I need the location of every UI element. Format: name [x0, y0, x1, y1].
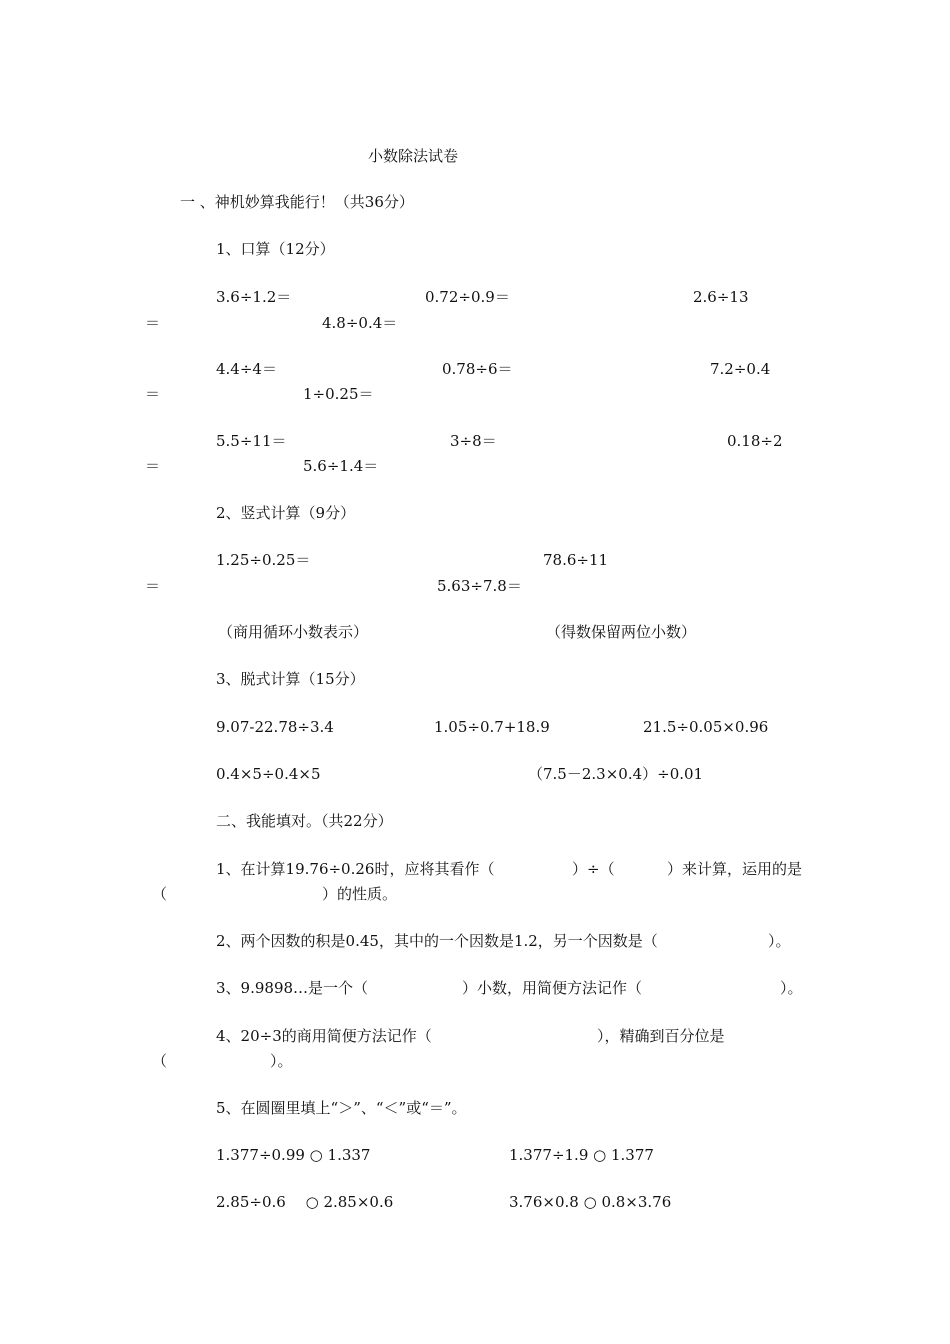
question-4-text: 4、20÷3的商用简便方法记作（: [216, 1027, 432, 1045]
question-1-text: 1、在计算19.76÷0.26时，应将其看作（: [216, 860, 495, 878]
instruction-note: （商用循环小数表示）: [218, 623, 369, 641]
oral-item: 1÷0.25＝: [303, 385, 374, 403]
oral-item: 0.78÷6＝: [442, 360, 513, 378]
equals-sign: ＝: [145, 457, 161, 475]
instruction-note: （得数保留两位小数）: [546, 623, 697, 641]
equals-sign: ＝: [145, 577, 161, 595]
page-title: 小数除法试卷: [368, 147, 459, 165]
vertical-item: 78.6÷11: [543, 551, 609, 569]
question-1-text: （: [152, 885, 168, 903]
question-4-text: （: [152, 1052, 168, 1070]
question-1-text: ）的性质。: [322, 885, 398, 903]
stepwise-item: 9.07-22.78÷3.4: [216, 718, 334, 736]
oral-item: 3.6÷1.2＝: [216, 288, 292, 306]
oral-item: 0.18÷2: [727, 432, 783, 450]
question-2-text: ）。: [768, 932, 791, 950]
oral-item: 4.4÷4＝: [216, 360, 277, 378]
section2-heading: 二、我能填对。（共22分）: [216, 812, 393, 830]
compare-item: 3.76×0.8 ○ 0.8×3.76: [509, 1193, 672, 1211]
oral-item: 0.72÷0.9＝: [425, 288, 510, 306]
question-4-text: ），精确到百分位是: [597, 1027, 725, 1045]
question-4-text: ）。: [270, 1052, 293, 1070]
compare-item: 1.377÷1.9 ○ 1.377: [509, 1146, 654, 1164]
question-5-heading: 5、在圆圈里填上“＞”、“＜”或“＝”。: [216, 1099, 467, 1117]
oral-item: 2.6÷13: [693, 288, 749, 306]
stepwise-item: 0.4×5÷0.4×5: [216, 765, 321, 783]
question-1-text: ）来计算，运用的是: [667, 860, 803, 878]
part2-heading: 2、竖式计算（9分）: [216, 504, 356, 522]
stepwise-item: （7.5－2.3×0.4）÷0.01: [528, 765, 704, 783]
section1-heading: 一 、神机妙算我能行！（共36分）: [180, 193, 414, 211]
oral-item: 5.6÷1.4＝: [303, 457, 379, 475]
question-3-text: ）小数，用简便方法记作（: [462, 979, 643, 997]
oral-item: 4.8÷0.4＝: [322, 314, 398, 332]
part1-heading: 1、口算（12分）: [216, 240, 335, 258]
part3-heading: 3、脱式计算（15分）: [216, 670, 365, 688]
equals-sign: ＝: [145, 314, 161, 332]
equals-sign: ＝: [145, 385, 161, 403]
compare-item: 1.377÷0.99 ○ 1.337: [216, 1146, 371, 1164]
oral-item: 7.2÷0.4: [710, 360, 771, 378]
question-2-text: 2、两个因数的积是0.45，其中的一个因数是1.2，另一个因数是（: [216, 932, 658, 950]
vertical-item: 1.25÷0.25＝: [216, 551, 311, 569]
oral-item: 3÷8＝: [450, 432, 497, 450]
question-3-text: 3、9.9898…是一个（: [216, 979, 369, 997]
oral-item: 5.5÷11＝: [216, 432, 287, 450]
stepwise-item: 21.5÷0.05×0.96: [643, 718, 769, 736]
vertical-item: 5.63÷7.8＝: [437, 577, 522, 595]
question-3-text: ）。: [780, 979, 803, 997]
compare-item: 2.85÷0.6 ○ 2.85×0.6: [216, 1193, 394, 1211]
stepwise-item: 1.05÷0.7+18.9: [434, 718, 550, 736]
question-1-text: ）÷（: [572, 860, 615, 878]
